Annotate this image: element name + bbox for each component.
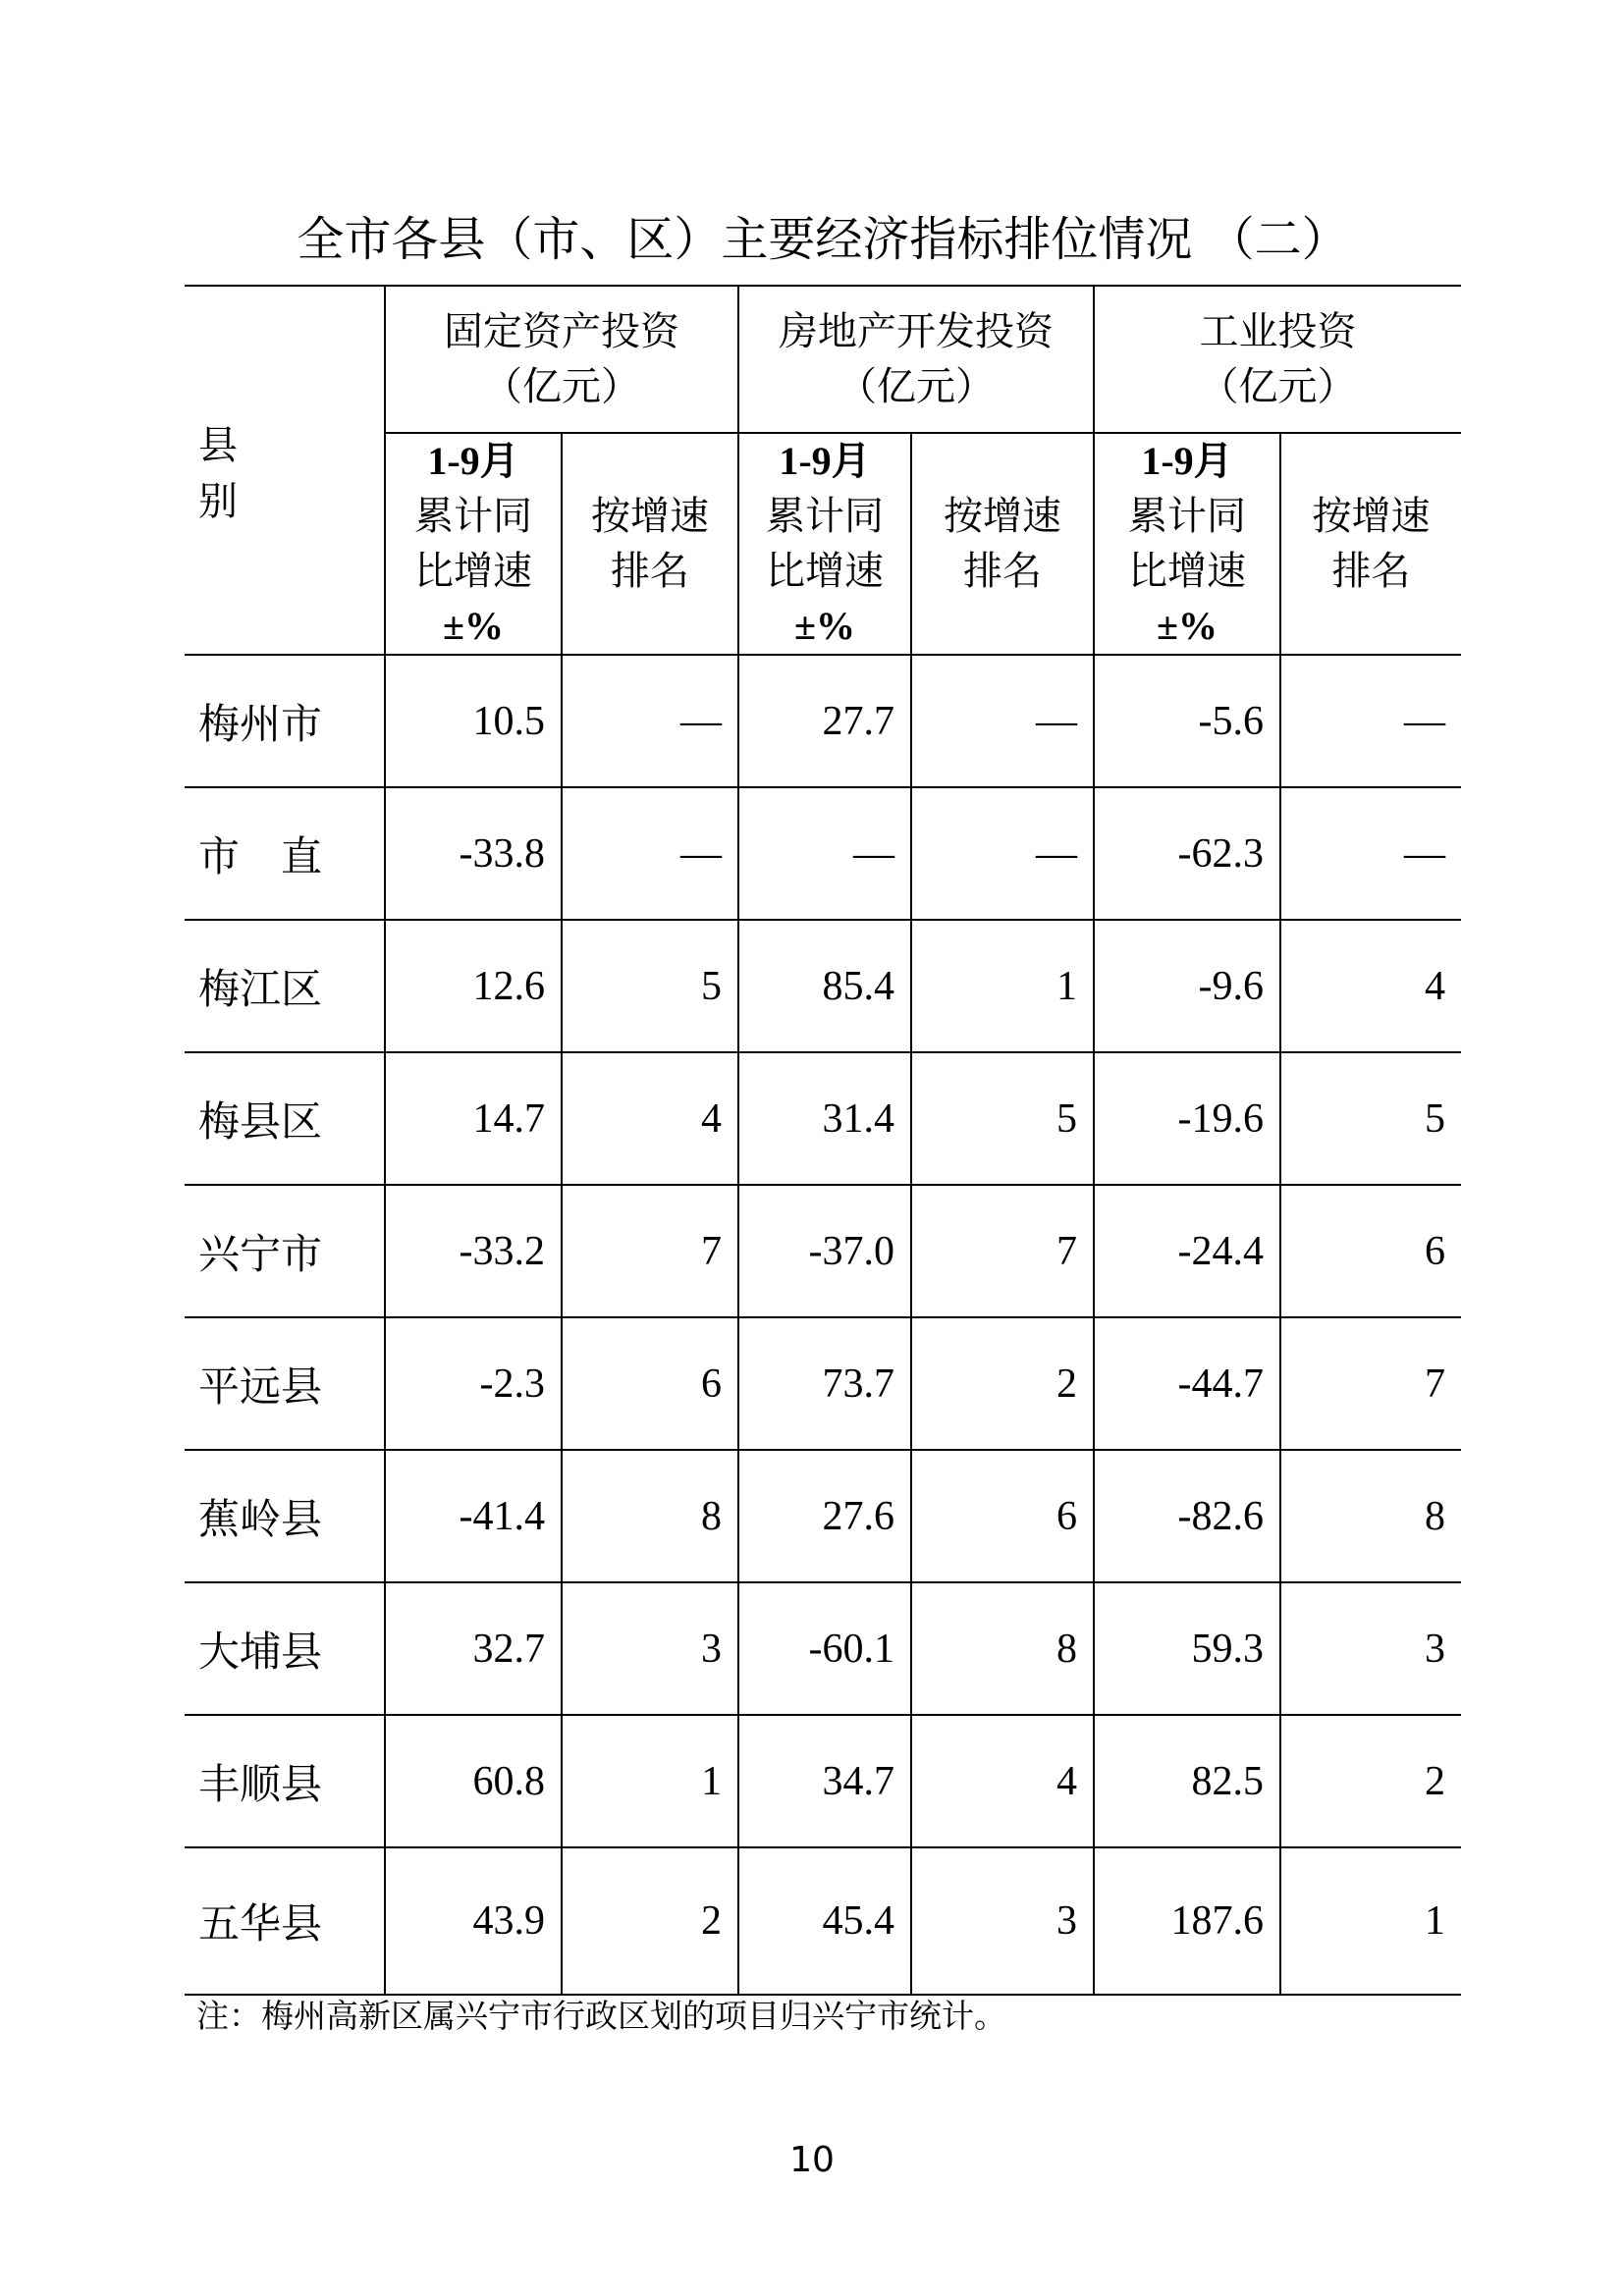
industrial-growth: -62.3 (1094, 787, 1280, 920)
group-unit: （亿元） (838, 364, 995, 409)
group-header-industrial (1094, 286, 1461, 433)
growth-header (385, 433, 562, 655)
rank-header (911, 433, 1094, 655)
growth-header-line: 1-9月 (427, 439, 519, 483)
page-title: 全市各县（市、区）主要经济指标排位情况 （二） (297, 212, 1349, 267)
industrial-growth: -9.6 (1094, 920, 1280, 1052)
fixed-asset-growth: -33.2 (385, 1185, 562, 1317)
fixed-asset-growth: 60.8 (385, 1715, 562, 1847)
real-estate-rank: 7 (911, 1185, 1094, 1317)
real-estate-growth: -37.0 (738, 1185, 911, 1317)
fixed-asset-growth: 14.7 (385, 1052, 562, 1185)
footnote: 注：梅州高新区属兴宁市行政区划的项目归兴宁市统计。 (196, 1997, 1006, 2035)
real-estate-growth: 85.4 (738, 920, 911, 1052)
table-row (185, 1847, 1461, 1995)
industrial-growth: -5.6 (1094, 655, 1280, 787)
real-estate-rank: 4 (911, 1715, 1094, 1847)
table-row (185, 787, 1461, 920)
growth-header (738, 433, 911, 655)
industrial-rank: 8 (1280, 1450, 1461, 1582)
county-name: 丰顺县 (185, 1715, 385, 1847)
growth-header-line: 累计同 (766, 494, 884, 539)
real-estate-growth: — (738, 787, 911, 920)
industrial-rank: 7 (1280, 1317, 1461, 1450)
industrial-rank: 5 (1280, 1052, 1461, 1185)
growth-header-line: 1-9月 (779, 439, 871, 483)
real-estate-growth: 31.4 (738, 1052, 911, 1185)
industrial-growth: -44.7 (1094, 1317, 1280, 1450)
group-unit: （亿元） (483, 364, 640, 409)
industrial-growth: 82.5 (1094, 1715, 1280, 1847)
rank-header-line: 排名 (611, 549, 689, 594)
county-name: 大埔县 (185, 1582, 385, 1715)
county-name: 梅县区 (185, 1052, 385, 1185)
real-estate-growth: 27.7 (738, 655, 911, 787)
county-name: 兴宁市 (185, 1185, 385, 1317)
growth-header-line: 比增速 (1128, 549, 1246, 594)
group-name: 固定资产投资 (444, 309, 679, 354)
table-row (185, 1317, 1461, 1450)
growth-header-line: 1-9月 (1141, 439, 1233, 483)
real-estate-growth: -60.1 (738, 1582, 911, 1715)
industrial-growth: 187.6 (1094, 1847, 1280, 1995)
fixed-asset-rank: — (562, 655, 738, 787)
industrial-growth: -82.6 (1094, 1450, 1280, 1582)
fixed-asset-growth: -2.3 (385, 1317, 562, 1450)
table-row (185, 1582, 1461, 1715)
table-row (185, 1185, 1461, 1317)
fixed-asset-rank: 3 (562, 1582, 738, 1715)
fixed-asset-rank: 7 (562, 1185, 738, 1317)
fixed-asset-rank: 1 (562, 1715, 738, 1847)
industrial-rank: — (1280, 787, 1461, 920)
fixed-asset-rank: 5 (562, 920, 738, 1052)
growth-header-line: 累计同 (414, 494, 532, 539)
real-estate-growth: 34.7 (738, 1715, 911, 1847)
industrial-rank: 2 (1280, 1715, 1461, 1847)
table-row (185, 655, 1461, 787)
fixed-asset-rank: 4 (562, 1052, 738, 1185)
rank-header-line: 排名 (1331, 549, 1411, 594)
industrial-rank: — (1280, 655, 1461, 787)
rank-header-line: 按增速 (944, 494, 1061, 539)
county-name: 蕉岭县 (185, 1450, 385, 1582)
rank-header (1280, 433, 1461, 655)
real-estate-growth: 27.6 (738, 1450, 911, 1582)
fixed-asset-growth: 12.6 (385, 920, 562, 1052)
rank-header-line: 排名 (963, 549, 1042, 594)
growth-header-line: ±% (443, 604, 504, 648)
county-name: 平远县 (185, 1317, 385, 1450)
industrial-rank: 3 (1280, 1582, 1461, 1715)
group-header-real-estate (738, 286, 1094, 433)
industrial-rank: 1 (1280, 1847, 1461, 1995)
fixed-asset-growth: 43.9 (385, 1847, 562, 1995)
growth-header-line: 比增速 (414, 549, 532, 594)
growth-header-line: 比增速 (766, 549, 884, 594)
growth-header-line: ±% (1157, 604, 1218, 648)
rank-header-line: 按增速 (591, 494, 709, 539)
page-number: 10 (789, 2140, 835, 2180)
group-name: 房地产开发投资 (779, 309, 1054, 354)
real-estate-rank: 5 (911, 1052, 1094, 1185)
group-name: 工业投资 (1199, 309, 1357, 354)
real-estate-growth: 45.4 (738, 1847, 911, 1995)
fixed-asset-rank: 6 (562, 1317, 738, 1450)
table-row (185, 1052, 1461, 1185)
table-row (185, 1450, 1461, 1582)
industrial-growth: -24.4 (1094, 1185, 1280, 1317)
real-estate-growth: 73.7 (738, 1317, 911, 1450)
growth-header (1094, 433, 1280, 655)
real-estate-rank: — (911, 787, 1094, 920)
table-row (185, 1715, 1461, 1847)
industrial-rank: 6 (1280, 1185, 1461, 1317)
fixed-asset-rank: 2 (562, 1847, 738, 1995)
industrial-rank: 4 (1280, 920, 1461, 1052)
county-name: 市 直 (185, 787, 385, 920)
county-header: 县 别 (185, 286, 385, 655)
fixed-asset-growth: -41.4 (385, 1450, 562, 1582)
table-header-groups (185, 286, 1461, 433)
industrial-growth: -19.6 (1094, 1052, 1280, 1185)
real-estate-rank: 6 (911, 1450, 1094, 1582)
growth-header-line: ±% (794, 604, 855, 648)
county-name: 梅州市 (185, 655, 385, 787)
industrial-growth: 59.3 (1094, 1582, 1280, 1715)
real-estate-rank: 2 (911, 1317, 1094, 1450)
group-unit: （亿元） (1199, 364, 1357, 409)
rank-header-line: 按增速 (1312, 494, 1431, 539)
real-estate-rank: — (911, 655, 1094, 787)
county-name: 五华县 (185, 1847, 385, 1995)
group-header-fixed-asset (385, 286, 738, 433)
county-name: 梅江区 (185, 920, 385, 1052)
rank-header (562, 433, 738, 655)
table-row (185, 920, 1461, 1052)
growth-header-line: 累计同 (1128, 494, 1246, 539)
fixed-asset-rank: — (562, 787, 738, 920)
fixed-asset-growth: 32.7 (385, 1582, 562, 1715)
real-estate-rank: 8 (911, 1582, 1094, 1715)
ranking-table (185, 285, 1461, 1996)
fixed-asset-growth: 10.5 (385, 655, 562, 787)
fixed-asset-rank: 8 (562, 1450, 738, 1582)
real-estate-rank: 1 (911, 920, 1094, 1052)
fixed-asset-growth: -33.8 (385, 787, 562, 920)
real-estate-rank: 3 (911, 1847, 1094, 1995)
